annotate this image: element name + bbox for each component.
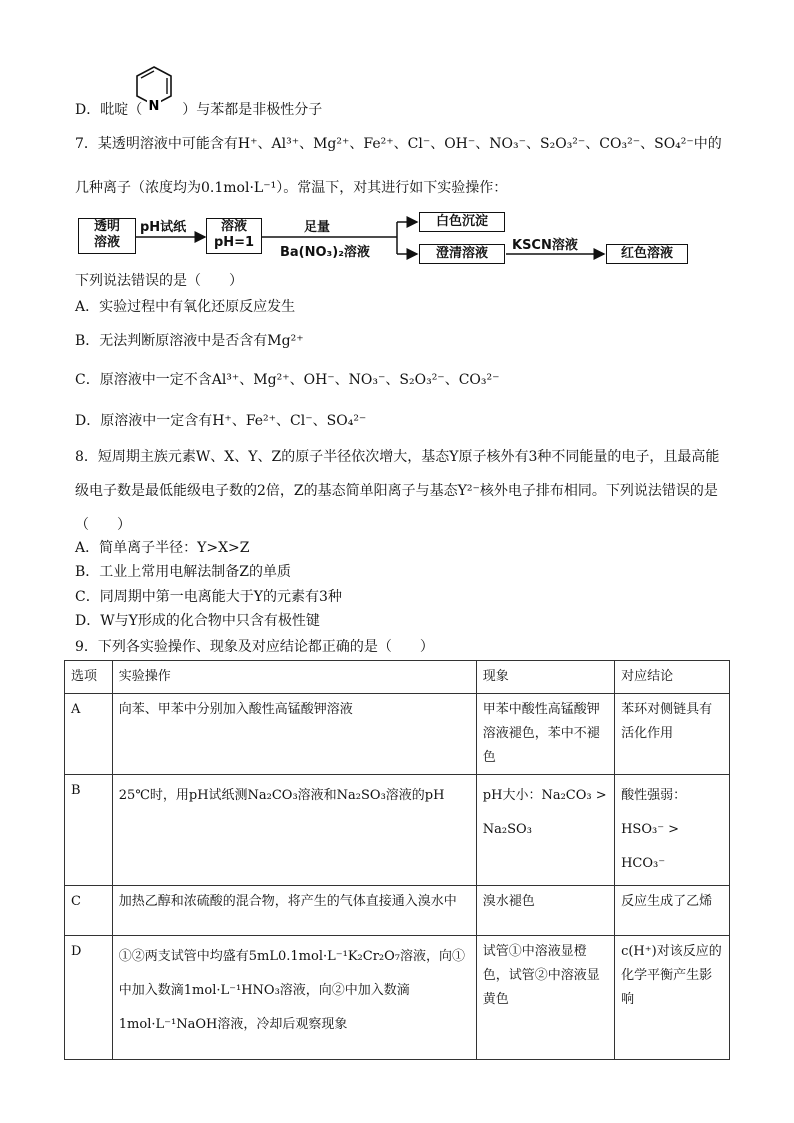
q8-option-c: C．同周期中第一电离能大于Y的元素有3种 xyxy=(75,589,342,605)
q6-option-d-prefix: D．吡啶（ xyxy=(75,102,143,118)
flow-box2-line1: 溶液 xyxy=(220,219,247,234)
pyridine-structure xyxy=(134,64,184,114)
q7-option-d: D．原溶液中一定含有H⁺、Fe²⁺、Cl⁻、SO₄²⁻ xyxy=(75,413,367,429)
table-row xyxy=(65,886,730,936)
flow-arrow3-label: KSCN溶液 xyxy=(512,238,578,253)
row-c-phenomenon: 溴水褪色 xyxy=(476,886,614,936)
q7-flowchart xyxy=(72,212,692,268)
header-option: 选项 xyxy=(65,661,113,694)
row-a-option: A xyxy=(65,694,113,775)
q6-option-d-suffix: ）与苯都是非极性分子 xyxy=(182,102,323,118)
q9-experiment-table xyxy=(64,660,730,1060)
flow-arrow2-label-bottom: Ba(NO₃)₂溶液 xyxy=(280,245,370,260)
row-d-operation: ①②两支试管中均盛有5mL0.1mol·L⁻¹K₂Cr₂O₇溶液，向①中加入数滴1mol·L⁻¹HNO₃溶液，向②中加入数滴1mol·L⁻¹NaOH溶液，冷却后观察现象 xyxy=(112,936,476,1060)
pyridine-n-label: N xyxy=(148,99,160,114)
row-b-operation: 25℃时，用pH试纸测Na₂CO₃溶液和Na₂SO₃溶液的pH xyxy=(112,775,476,886)
row-c-conclusion: 反应生成了乙烯 xyxy=(615,886,730,936)
flow-box-solution-ph1 xyxy=(206,218,262,254)
row-c-option: C xyxy=(65,886,113,936)
q8-option-b: B．工业上常用电解法制备Z的单质 xyxy=(75,564,292,580)
flow-box-red-solution: 红色溶液 xyxy=(606,244,688,264)
header-conclusion: 对应结论 xyxy=(615,661,730,694)
table-row xyxy=(65,936,730,1060)
header-phenomenon: 现象 xyxy=(476,661,614,694)
flow-box-transparent-solution xyxy=(78,218,136,254)
flow-box1-text: 透明溶液 xyxy=(93,219,120,250)
q7-stem-line2: 几种离子（浓度均为0.1mol·L⁻¹）。常温下，对其进行如下实验操作： xyxy=(75,180,508,196)
flow-box2-line2: pH=1 xyxy=(213,235,255,250)
q7-option-a: A．实验过程中有氧化还原反应发生 xyxy=(75,299,296,315)
flow-arrow1-label: pH试纸 xyxy=(140,220,187,235)
flow-box-white-precipitate: 白色沉淀 xyxy=(419,212,505,232)
q8-option-a: A．简单离子半径：Y>X>Z xyxy=(75,540,250,556)
table-row xyxy=(65,775,730,886)
q6-option-d xyxy=(75,103,322,117)
q7-stem-line1: 7．某透明溶液中可能含有H⁺、Al³⁺、Mg²⁺、Fe²⁺、Cl⁻、OH⁻、NO₃⁻、S₂O₃²⁻、CO₃²⁻、SO₄²⁻中的 xyxy=(75,136,722,152)
flow-arrow2-label-top: 足量 xyxy=(304,220,331,235)
row-c-operation: 加热乙醇和浓硫酸的混合物，将产生的气体直接通入溴水中 xyxy=(112,886,476,936)
row-d-phenomenon: 试管①中溶液显橙色，试管②中溶液显黄色 xyxy=(476,936,614,1060)
q9-stem: 9．下列各实验操作、现象及对应结论都正确的是（ ） xyxy=(75,639,434,655)
q8-option-d: D．W与Y形成的化合物中只含有极性键 xyxy=(75,613,320,629)
row-a-operation: 向苯、甲苯中分别加入酸性高锰酸钾溶液 xyxy=(112,694,476,775)
q7-option-b: B．无法判断原溶液中是否含有Mg²⁺ xyxy=(75,333,304,349)
row-a-conclusion: 苯环对侧链具有活化作用 xyxy=(615,694,730,775)
table-header-row xyxy=(65,661,730,694)
row-b-option: B xyxy=(65,775,113,886)
row-d-option: D xyxy=(65,936,113,1060)
row-b-conclusion: 酸性强弱：HSO₃⁻ > HCO₃⁻ xyxy=(615,775,730,886)
q7-option-c: C．原溶液中一定不含Al³⁺、Mg²⁺、OH⁻、NO₃⁻、S₂O₃²⁻、CO₃²⁻ xyxy=(75,372,500,388)
q7-question: 下列说法错误的是（ ） xyxy=(75,273,243,289)
row-d-conclusion: c(H⁺)对该反应的化学平衡产生影响 xyxy=(615,936,730,1060)
header-operation: 实验操作 xyxy=(112,661,476,694)
row-a-phenomenon: 甲苯中酸性高锰酸钾溶液褪色，苯中不褪色 xyxy=(476,694,614,775)
q8-stem: 8．短周期主族元素W、X、Y、Z的原子半径依次增大，基态Y原子核外有3种不同能量的电子，且最高能级电子数是最低能级电子数的2倍，Z的基态简单阳离子与基态Y²⁻核外电子排布相同。下列说法错误的是（ ） xyxy=(75,449,720,533)
table-row xyxy=(65,694,730,775)
flow-box-clear-solution: 澄清溶液 xyxy=(419,244,505,264)
row-b-phenomenon: pH大小：Na₂CO₃ > Na₂SO₃ xyxy=(476,775,614,886)
